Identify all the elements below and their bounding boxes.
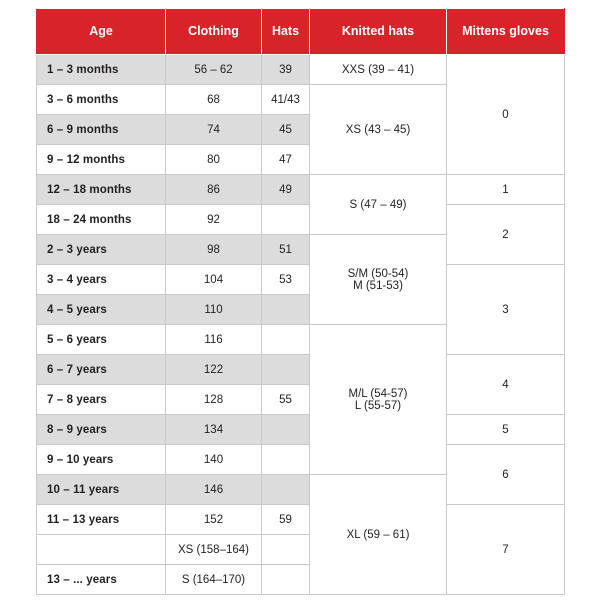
cell-hats [262,535,310,565]
cell-age: 8 – 9 years [37,415,166,445]
cell-mittens-gloves: 6 [447,445,565,505]
cell-age: 3 – 6 months [37,85,166,115]
cell-clothing: 74 [166,115,262,145]
cell-age: 7 – 8 years [37,385,166,415]
cell-hats: 45 [262,115,310,145]
table-row [37,175,565,205]
table-header [37,9,565,55]
cell-age: 6 – 7 years [37,355,166,385]
cell-age: 13 – ... years [37,565,166,595]
cell-mittens-gloves: 3 [447,265,565,355]
cell-clothing: 92 [166,205,262,235]
cell-clothing: 104 [166,265,262,295]
cell-age: 11 – 13 years [37,505,166,535]
table-body [37,55,565,595]
size-chart [0,8,600,608]
table-header-row [37,9,565,55]
cell-age: 3 – 4 years [37,265,166,295]
cell-clothing: 80 [166,145,262,175]
cell-clothing: 116 [166,325,262,355]
header-age: Age [37,9,166,55]
cell-hats [262,325,310,355]
table-row [37,265,565,295]
cell-clothing: 128 [166,385,262,415]
table-row [37,445,565,475]
cell-hats: 53 [262,265,310,295]
header-hats: Hats [262,9,310,55]
cell-clothing: 152 [166,505,262,535]
cell-age: 10 – 11 years [37,475,166,505]
cell-clothing: 68 [166,85,262,115]
header-knitted-hats: Knitted hats [310,9,447,55]
cell-age: 12 – 18 months [37,175,166,205]
cell-hats [262,415,310,445]
header-mittens-gloves: Mittens gloves [447,9,565,55]
cell-clothing: 98 [166,235,262,265]
cell-age: 4 – 5 years [37,295,166,325]
header-clothing: Clothing [166,9,262,55]
cell-hats [262,445,310,475]
cell-mittens-gloves: 4 [447,355,565,415]
cell-hats: 55 [262,385,310,415]
table-row [37,415,565,445]
cell-hats: 51 [262,235,310,265]
cell-mittens-gloves: 7 [447,505,565,595]
cell-clothing: 146 [166,475,262,505]
cell-age: 9 – 10 years [37,445,166,475]
cell-age: 2 – 3 years [37,235,166,265]
cell-hats [262,295,310,325]
cell-mittens-gloves: 5 [447,415,565,445]
cell-hats [262,205,310,235]
cell-hats: 59 [262,505,310,535]
cell-knitted-hats: S (47 – 49) [310,175,447,235]
table-row [37,505,565,535]
cell-clothing: 134 [166,415,262,445]
cell-clothing: 56 – 62 [166,55,262,85]
size-table [36,8,565,595]
cell-hats [262,355,310,385]
table-row [37,355,565,385]
cell-mittens-gloves: 2 [447,205,565,265]
table-row [37,205,565,235]
cell-knitted-hats: XL (59 – 61) [310,475,447,595]
cell-clothing: XS (158–164) [166,535,262,565]
cell-clothing: 122 [166,355,262,385]
cell-hats: 39 [262,55,310,85]
cell-age: 6 – 9 months [37,115,166,145]
cell-knitted-hats: M/L (54-57) L (55-57) [310,325,447,475]
cell-mittens-gloves: 0 [447,55,565,175]
cell-age: 1 – 3 months [37,55,166,85]
cell-knitted-hats: XS (43 – 45) [310,85,447,175]
cell-hats: 49 [262,175,310,205]
cell-clothing: 110 [166,295,262,325]
table-row [37,55,565,85]
cell-age [37,535,166,565]
cell-age: 18 – 24 months [37,205,166,235]
cell-knitted-hats: S/M (50-54) M (51-53) [310,235,447,325]
cell-age: 9 – 12 months [37,145,166,175]
cell-mittens-gloves: 1 [447,175,565,205]
cell-clothing: 86 [166,175,262,205]
cell-hats [262,475,310,505]
cell-clothing: S (164–170) [166,565,262,595]
cell-clothing: 140 [166,445,262,475]
cell-hats: 47 [262,145,310,175]
cell-knitted-hats: XXS (39 – 41) [310,55,447,85]
cell-age: 5 – 6 years [37,325,166,355]
cell-hats [262,565,310,595]
cell-hats: 41/43 [262,85,310,115]
